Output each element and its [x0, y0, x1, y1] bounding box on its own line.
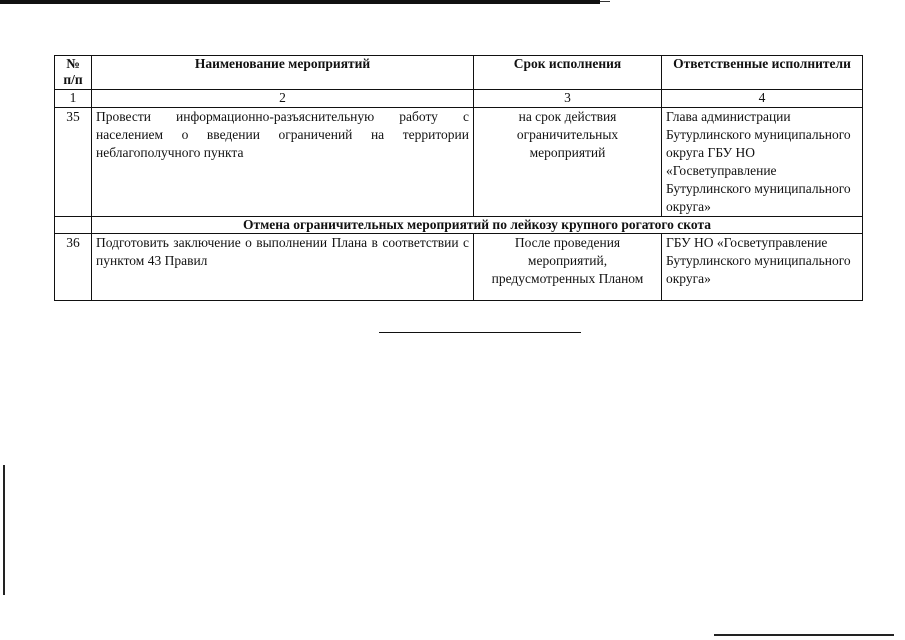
column-number: 2: [92, 90, 474, 108]
column-number: 1: [55, 90, 92, 108]
column-number: 3: [474, 90, 662, 108]
closing-separator-line: [379, 332, 581, 333]
table-row: [55, 234, 863, 301]
responsible: Глава администрации Бутурлинского муниципального округа ГБУ НО «Госветуправление Бутурлинского муниципального округа»: [662, 108, 863, 217]
section-title: Отмена ограничительных мероприятий по лейкозу крупного рогатого скота: [92, 217, 863, 234]
measure-name: Провести информационно-разъяснительную работу с населением о введении ограничений на территории неблагополучного пункта: [92, 108, 474, 217]
column-number: 4: [662, 90, 863, 108]
scan-edge-left: [3, 465, 5, 595]
scan-edge-top-thin: [600, 1, 610, 2]
row-number: 36: [55, 234, 92, 301]
measures-table: [54, 55, 863, 301]
column-number-row: [55, 90, 863, 108]
row-number: 35: [55, 108, 92, 217]
responsible: ГБУ НО «Госветуправление Бутурлинского муниципального округа»: [662, 234, 863, 301]
deadline: на срок действия ограничительных мероприятий: [474, 108, 662, 217]
table-row: [55, 108, 863, 217]
scan-edge-top: [0, 0, 600, 4]
scan-edge-bottom: [714, 634, 894, 636]
measure-name: Подготовить заключение о выполнении Плана в соответствии с пунктом 43 Правил: [92, 234, 474, 301]
header-responsible: Ответственные исполнители: [662, 56, 863, 90]
deadline: После проведения мероприятий, предусмотренных Планом: [474, 234, 662, 301]
header-number: № п/п: [55, 56, 92, 90]
header-deadline: Срок исполнения: [474, 56, 662, 90]
table-header-row: [55, 56, 863, 90]
section-title-row: [55, 217, 863, 234]
header-measure-name: Наименование мероприятий: [92, 56, 474, 90]
section-empty-cell: [55, 217, 92, 234]
